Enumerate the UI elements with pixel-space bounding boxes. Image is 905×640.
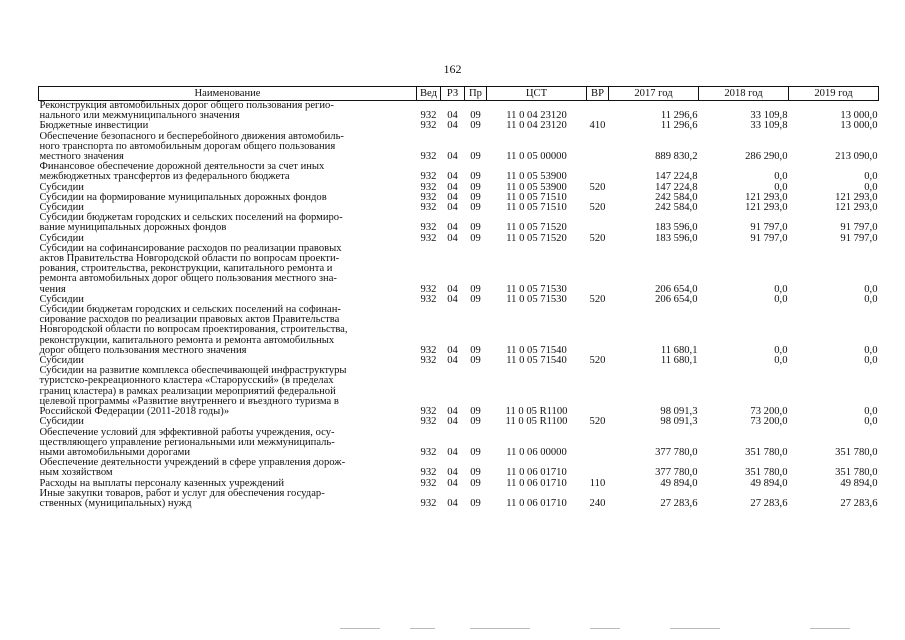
cell-ved: 932 <box>420 232 437 244</box>
cell-2018: 351 780,0 <box>745 446 788 458</box>
cell-2018: 91 797,0 <box>750 232 788 244</box>
cell-2018: 0,0 <box>774 171 788 183</box>
cell-pr: 09 <box>470 232 481 244</box>
cell-vr <box>587 213 609 233</box>
cell-2017: 98 091,3 <box>660 406 698 418</box>
table-row <box>39 417 879 427</box>
cell-name: Субсидии на формирование муниципальных дорожных фондов <box>39 191 327 203</box>
cell-2018: 0,0 <box>774 283 788 295</box>
cell-ved: 932 <box>420 191 437 203</box>
cell-name: Иные закупки товаров, работ и услуг для обеспечения государ- ственных (муниципальных) нужд <box>39 487 325 509</box>
cell-cst: 11 0 06 01710 <box>506 477 567 489</box>
cell-2017: 11 296,6 <box>660 110 698 122</box>
cell-2019: 27 283,6 <box>840 497 878 509</box>
cell-2017: 11 680,1 <box>660 355 698 367</box>
cell-pr: 09 <box>470 110 481 122</box>
cell-name: Субсидии бюджетам городских и сельских поселений на формиро- вание муниципальных дорожных фондов <box>39 212 343 234</box>
cell-2017: 889 830,2 <box>655 151 698 163</box>
cell-ved: 932 <box>420 110 437 122</box>
cell-cst: 11 0 05 53900 <box>506 171 567 183</box>
cell-ved: 932 <box>420 344 437 356</box>
cell-name: Субсидии <box>39 202 84 214</box>
cell-pr: 09 <box>470 171 481 183</box>
cell-2019: 0,0 <box>864 293 878 305</box>
cell-2017: 242 584,0 <box>655 191 698 203</box>
cell-cst: 11 0 05 71530 <box>506 283 567 295</box>
cell-rz: 04 <box>447 344 458 356</box>
cell-2019: 351 780,0 <box>835 467 878 479</box>
cell-ved: 932 <box>420 477 437 489</box>
cell-pr: 09 <box>470 293 481 305</box>
cell-rz: 04 <box>447 232 458 244</box>
cell-2017: 183 596,0 <box>655 222 698 234</box>
cell-rz: 04 <box>447 222 458 234</box>
cell-cst: 11 0 05 71540 <box>506 355 567 367</box>
cell-rz: 04 <box>447 191 458 203</box>
cell-vr: 240 <box>589 497 606 509</box>
cell-vr <box>587 366 609 417</box>
cell-name: Субсидии <box>39 293 84 305</box>
header-pr: Пр <box>465 87 487 101</box>
cell-pr: 09 <box>470 191 481 203</box>
cell-vr <box>587 244 609 295</box>
header-2017: 2017 год <box>609 87 699 101</box>
cell-ved: 932 <box>420 222 437 234</box>
cell-2019: 0,0 <box>864 344 878 356</box>
cell-rz: 04 <box>447 110 458 122</box>
cell-2019: 0,0 <box>864 406 878 418</box>
cell-2018: 286 290,0 <box>745 151 788 163</box>
table-row <box>39 305 879 356</box>
cell-2018: 91 797,0 <box>750 222 788 234</box>
cell-ved: 932 <box>420 120 437 132</box>
cell-ved: 932 <box>420 355 437 367</box>
table-row <box>39 489 879 509</box>
cell-name: Бюджетные инвестиции <box>39 120 149 132</box>
table-row <box>39 132 879 163</box>
cell-pr: 09 <box>470 202 481 214</box>
cell-ved: 932 <box>420 406 437 418</box>
cell-2017: 377 780,0 <box>655 446 698 458</box>
cell-cst: 11 0 05 71520 <box>506 222 567 234</box>
cell-cst: 11 0 05 R1100 <box>505 406 568 418</box>
cell-2018: 0,0 <box>774 355 788 367</box>
cell-2019: 121 293,0 <box>835 202 878 214</box>
cell-vr: 520 <box>589 416 606 428</box>
cell-name: Финансовое обеспечение дорожной деятельности за счет иных межбюджетных трансфертов из федерального бюджета <box>39 161 325 183</box>
cell-vr: 520 <box>589 181 606 193</box>
cell-rz: 04 <box>447 477 458 489</box>
table-row <box>39 101 879 122</box>
cell-2018: 351 780,0 <box>745 467 788 479</box>
cell-2019: 49 894,0 <box>840 477 878 489</box>
cell-ved: 932 <box>420 446 437 458</box>
header-cst: ЦСТ <box>487 87 587 101</box>
cell-ved: 932 <box>420 497 437 509</box>
cell-pr: 09 <box>470 120 481 132</box>
cell-vr <box>587 101 609 122</box>
cell-name: Обеспечение деятельности учреждений в сфере управления дорож- ным хозяйством <box>39 457 346 479</box>
cell-2017: 377 780,0 <box>655 467 698 479</box>
cell-vr: 520 <box>589 293 606 305</box>
header-2018: 2018 год <box>699 87 789 101</box>
cell-ved: 932 <box>420 171 437 183</box>
cell-2017: 206 654,0 <box>655 293 698 305</box>
cell-ved: 932 <box>420 293 437 305</box>
budget-table <box>38 86 879 509</box>
cell-2019: 0,0 <box>864 355 878 367</box>
cell-2018: 121 293,0 <box>745 202 788 214</box>
cell-ved: 932 <box>420 283 437 295</box>
cell-2019: 13 000,0 <box>840 120 878 132</box>
cell-name: Субсидии бюджетам городских и сельских поселений на софинан- сирование расходов по реализации правовых актов Правительства Новгородской области по вопросам проектирования, строительства, реконструкции, капитального ремонта и ремонта автомобильных дорог общего пользования местного значения <box>39 304 348 356</box>
cell-cst: 11 0 04 23120 <box>506 120 567 132</box>
cell-pr: 09 <box>470 222 481 234</box>
cell-2018: 121 293,0 <box>745 191 788 203</box>
cell-2017: 27 283,6 <box>660 497 698 509</box>
cell-rz: 04 <box>447 467 458 479</box>
cell-2017: 147 224,8 <box>655 181 698 193</box>
cell-name: Обеспечение условий для эффективной работы учреждения, осу- ществляющего управление региональными или межмуниципаль- ными автомобильными дорогами <box>39 426 335 458</box>
cell-ved: 932 <box>420 467 437 479</box>
cell-2019: 0,0 <box>864 283 878 295</box>
cell-pr: 09 <box>470 344 481 356</box>
cell-2017: 147 224,8 <box>655 171 698 183</box>
cell-vr <box>587 132 609 163</box>
cell-2018: 49 894,0 <box>750 477 788 489</box>
cell-pr: 09 <box>470 416 481 428</box>
cell-rz: 04 <box>447 406 458 418</box>
table-row <box>39 244 879 295</box>
header-vr: ВР <box>587 87 609 101</box>
cell-pr: 09 <box>470 181 481 193</box>
cell-2018: 73 200,0 <box>750 406 788 418</box>
cell-ved: 932 <box>420 416 437 428</box>
cell-2019: 13 000,0 <box>840 110 878 122</box>
cell-pr: 09 <box>470 497 481 509</box>
cell-2019: 0,0 <box>864 181 878 193</box>
cell-2019: 213 090,0 <box>835 151 878 163</box>
cell-2017: 11 680,1 <box>660 344 698 356</box>
cell-2019: 351 780,0 <box>835 446 878 458</box>
cell-name: Субсидии на развитие комплекса обеспечивающей инфраструктуры туристско-рекреационного кластера «Старорусский» (в пределах границ кластера) в рамках реализации мероприятий федеральной целевой программы «Развитие внутреннего и въездного туризма в Российской Федерации (2011-2018 годы)» <box>39 365 347 418</box>
header-ved: Вед <box>417 87 441 101</box>
cell-rz: 04 <box>447 293 458 305</box>
table-row <box>39 213 879 233</box>
table-row <box>39 162 879 182</box>
cell-pr: 09 <box>470 283 481 295</box>
cell-2018: 27 283,6 <box>750 497 788 509</box>
cell-rz: 04 <box>447 171 458 183</box>
cell-name: Реконструкция автомобильных дорог общего пользования регио- нального или межмуниципального значения <box>39 100 334 122</box>
cell-name: Расходы на выплаты персоналу казенных учреждений <box>39 477 284 489</box>
cell-name: Субсидии <box>39 232 84 244</box>
cell-vr <box>587 428 609 459</box>
cell-cst: 11 0 05 53900 <box>506 181 567 193</box>
header-2019: 2019 год <box>789 87 879 101</box>
cell-name: Субсидии <box>39 416 84 428</box>
cell-cst: 11 0 05 71530 <box>506 293 567 305</box>
cell-2017: 98 091,3 <box>660 416 698 428</box>
cell-vr <box>587 458 609 478</box>
cell-cst: 11 0 05 71510 <box>506 191 567 203</box>
cell-cst: 11 0 06 00000 <box>506 446 567 458</box>
table-row <box>39 428 879 459</box>
cell-rz: 04 <box>447 355 458 367</box>
cell-2019: 121 293,0 <box>835 191 878 203</box>
cell-name: Субсидии <box>39 355 84 367</box>
cell-cst: 11 0 05 71520 <box>506 232 567 244</box>
cell-rz: 04 <box>447 497 458 509</box>
cell-2018: 33 109,8 <box>750 120 788 132</box>
cell-2017: 49 894,0 <box>660 477 698 489</box>
cell-2019: 0,0 <box>864 171 878 183</box>
cell-vr <box>587 162 609 182</box>
cell-2018: 0,0 <box>774 344 788 356</box>
cell-rz: 04 <box>447 202 458 214</box>
cell-ved: 932 <box>420 151 437 163</box>
cell-rz: 04 <box>447 181 458 193</box>
cell-ved: 932 <box>420 202 437 214</box>
table-body <box>39 101 879 510</box>
page-number: 162 <box>443 62 462 76</box>
cell-2018: 0,0 <box>774 181 788 193</box>
table-row <box>39 458 879 478</box>
cell-2018: 0,0 <box>774 293 788 305</box>
cell-name: Субсидии на софинансирование расходов по реализации правовых актов Правительства Новгородской области по вопросам проекти- рования, строительства, реконструкции, капитального ремонта и ремонта автомобильных дорог общего пользования местного зна- чения <box>39 242 342 295</box>
cell-2019: 0,0 <box>864 416 878 428</box>
cell-cst: 11 0 04 23120 <box>506 110 567 122</box>
cell-pr: 09 <box>470 355 481 367</box>
cell-2019: 91 797,0 <box>840 222 878 234</box>
cell-2019: 91 797,0 <box>840 232 878 244</box>
cell-vr: 110 <box>589 477 606 489</box>
scan-artifact <box>340 628 860 631</box>
cell-vr: 520 <box>589 232 606 244</box>
cell-rz: 04 <box>447 151 458 163</box>
cell-vr: 520 <box>589 355 606 367</box>
table-header-row <box>39 87 879 101</box>
cell-name: Обеспечение безопасного и бесперебойного движения автомобиль- ного транспорта по автомобильным дорогам общего пользования местного значения <box>39 130 344 163</box>
cell-cst: 11 0 05 71510 <box>506 202 567 214</box>
cell-2018: 33 109,8 <box>750 110 788 122</box>
cell-name: Субсидии <box>39 181 84 193</box>
cell-cst: 11 0 06 01710 <box>506 497 567 509</box>
table-row <box>39 366 879 417</box>
cell-pr: 09 <box>470 151 481 163</box>
cell-pr: 09 <box>470 446 481 458</box>
cell-vr: 520 <box>589 202 606 214</box>
cell-cst: 11 0 05 R1100 <box>505 416 568 428</box>
cell-cst: 11 0 06 01710 <box>506 467 567 479</box>
header-name: Наименование <box>39 87 417 101</box>
cell-2017: 183 596,0 <box>655 232 698 244</box>
cell-vr: 410 <box>589 120 606 132</box>
cell-pr: 09 <box>470 477 481 489</box>
cell-pr: 09 <box>470 406 481 418</box>
cell-2017: 242 584,0 <box>655 202 698 214</box>
cell-2017: 206 654,0 <box>655 283 698 295</box>
cell-vr <box>587 305 609 356</box>
cell-cst: 11 0 05 71540 <box>506 344 567 356</box>
cell-2017: 11 296,6 <box>660 120 698 132</box>
cell-rz: 04 <box>447 446 458 458</box>
cell-cst: 11 0 05 00000 <box>506 151 567 163</box>
cell-rz: 04 <box>447 283 458 295</box>
header-rz: РЗ <box>441 87 465 101</box>
cell-pr: 09 <box>470 467 481 479</box>
cell-ved: 932 <box>420 181 437 193</box>
cell-rz: 04 <box>447 416 458 428</box>
cell-2018: 73 200,0 <box>750 416 788 428</box>
cell-rz: 04 <box>447 120 458 132</box>
